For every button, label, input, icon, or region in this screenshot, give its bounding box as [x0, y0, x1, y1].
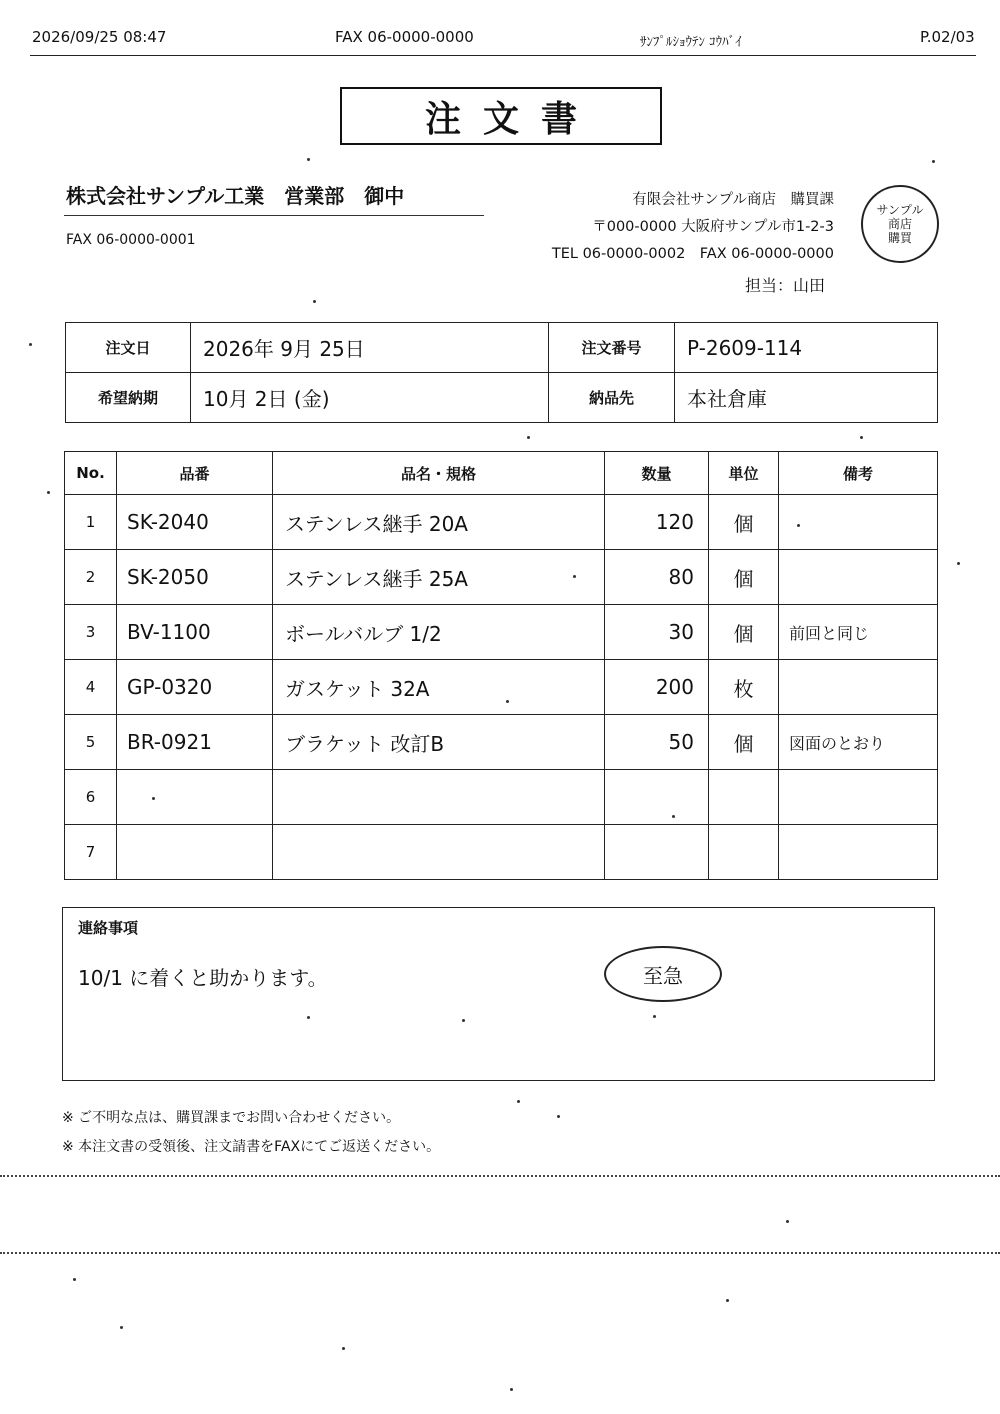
- row-unit: 枚: [709, 660, 779, 715]
- stamp-line-1: サンプル: [876, 203, 924, 217]
- fax-speck: [29, 343, 32, 346]
- order-no-value: P-2609-114: [675, 323, 938, 373]
- sender-address: 〒000-0000 大阪府サンプル市1-2-3: [592, 219, 834, 235]
- memo-box: [62, 907, 935, 1081]
- sender-contact: TEL 06-0000-0002 FAX 06-0000-0000: [551, 246, 834, 262]
- fax-speck: [932, 160, 935, 163]
- fax-noise-line: [0, 1252, 1000, 1254]
- fax-speck: [797, 524, 800, 527]
- table-row: [65, 715, 938, 770]
- fax-page: P.02/03: [920, 28, 975, 46]
- header-divider: [30, 55, 976, 56]
- row-code: GP-0320: [117, 660, 273, 715]
- document-title: 注文書: [424, 98, 599, 140]
- row-note: [779, 660, 938, 715]
- fax-speck: [726, 1299, 729, 1302]
- row-qty: [605, 770, 709, 825]
- row-no: 4: [65, 660, 117, 715]
- table-row: [65, 550, 938, 605]
- row-code: BR-0921: [117, 715, 273, 770]
- fax-speck: [120, 1326, 123, 1329]
- table-row: [65, 825, 938, 880]
- sender-person: 担当：山田: [745, 276, 826, 295]
- row-unit: [709, 825, 779, 880]
- fax-speck: [313, 300, 316, 303]
- table-row: [65, 495, 938, 550]
- row-name: ステンレス継手 25A: [273, 550, 605, 605]
- items-table: [64, 451, 938, 880]
- fax-number: FAX 06-0000-0000: [335, 28, 474, 46]
- fax-speck: [307, 1016, 310, 1019]
- row-no: 1: [65, 495, 117, 550]
- delivery-place-label: 納品先: [549, 373, 675, 423]
- table-row: [65, 770, 938, 825]
- table-row: [65, 605, 938, 660]
- table-row: [65, 660, 938, 715]
- col-header-no: No.: [65, 452, 117, 495]
- row-no: 2: [65, 550, 117, 605]
- fax-speck: [462, 1019, 465, 1022]
- row-note: [779, 495, 938, 550]
- fax-speck: [557, 1115, 560, 1118]
- fax-speck: [307, 158, 310, 161]
- fax-speck: [152, 797, 155, 800]
- row-unit: 個: [709, 495, 779, 550]
- fax-speck: [653, 1015, 656, 1018]
- row-note: [779, 550, 938, 605]
- row-code: [117, 770, 273, 825]
- stamp-line-3: 購買: [887, 231, 912, 245]
- col-header-name: 品名・規格: [273, 452, 605, 495]
- row-code: SK-2050: [117, 550, 273, 605]
- row-note: [779, 825, 938, 880]
- order-date-value: 2026年 9月 25日: [191, 323, 549, 373]
- stamp-line-2: 商店: [887, 217, 912, 231]
- row-unit: 個: [709, 605, 779, 660]
- row-note: 前回と同じ: [779, 605, 938, 660]
- row-qty: 120: [605, 495, 709, 550]
- row-code: BV-1100: [117, 605, 273, 660]
- footnote-1: ※ ご不明な点は、購買課までお問い合わせください。: [62, 1110, 401, 1126]
- row-note: 図面のとおり: [779, 715, 938, 770]
- footnote-2: ※ 本注文書の受領後、注文請書をFAXにてご返送ください。: [62, 1139, 441, 1155]
- row-name: ステンレス継手 20A: [273, 495, 605, 550]
- sender-company: 有限会社サンプル商店 購買課: [632, 192, 834, 208]
- delivery-place-value: 本社倉庫: [675, 373, 938, 423]
- row-qty: 50: [605, 715, 709, 770]
- document-title-box: [340, 87, 662, 145]
- row-qty: [605, 825, 709, 880]
- row-name: ブラケット 改訂B: [273, 715, 605, 770]
- col-header-note: 備考: [779, 452, 938, 495]
- items-header-row: [65, 452, 938, 495]
- urgent-mark: [604, 946, 722, 1002]
- order-no-label: 注文番号: [549, 323, 675, 373]
- fax-speck: [73, 1278, 76, 1281]
- company-stamp: [861, 185, 939, 263]
- row-no: 6: [65, 770, 117, 825]
- row-name: [273, 825, 605, 880]
- row-no: 3: [65, 605, 117, 660]
- fax-speck: [517, 1100, 520, 1103]
- recipient-underline: [64, 215, 484, 216]
- row-qty: 80: [605, 550, 709, 605]
- row-code: [117, 825, 273, 880]
- fax-speck: [47, 491, 50, 494]
- row-note: [779, 770, 938, 825]
- col-header-code: 品番: [117, 452, 273, 495]
- row-qty: 200: [605, 660, 709, 715]
- row-qty: 30: [605, 605, 709, 660]
- order-date-label: 注文日: [66, 323, 191, 373]
- row-unit: 個: [709, 550, 779, 605]
- fax-speck: [510, 1388, 513, 1391]
- fax-speck: [573, 575, 576, 578]
- urgent-text: 至急: [643, 963, 683, 988]
- order-info-table: [65, 322, 938, 423]
- fax-noise-line: [0, 1175, 1000, 1177]
- fax-speck: [672, 815, 675, 818]
- fax-sender-kana: ｻﾝﾌﾟﾙｼｮｳﾃﾝ ｺｳﾊﾞｲ: [640, 35, 742, 50]
- row-name: [273, 770, 605, 825]
- col-header-unit: 単位: [709, 452, 779, 495]
- col-header-qty: 数量: [605, 452, 709, 495]
- fax-speck: [957, 562, 960, 565]
- delivery-date-label: 希望納期: [66, 373, 191, 423]
- memo-text: 10/1 に着くと助かります。: [78, 966, 328, 990]
- fax-speck: [527, 436, 530, 439]
- row-no: 5: [65, 715, 117, 770]
- row-name: ボールバルブ 1/2: [273, 605, 605, 660]
- recipient-fax: FAX 06-0000-0001: [66, 232, 196, 248]
- row-unit: 個: [709, 715, 779, 770]
- row-unit: [709, 770, 779, 825]
- row-code: SK-2040: [117, 495, 273, 550]
- fax-speck: [342, 1347, 345, 1350]
- memo-label: 連絡事項: [78, 919, 139, 937]
- fax-speck: [506, 700, 509, 703]
- delivery-date-value: 10月 2日 (金): [191, 373, 549, 423]
- fax-speck: [860, 436, 863, 439]
- fax-speck: [786, 1220, 789, 1223]
- row-name: ガスケット 32A: [273, 660, 605, 715]
- recipient-name: 株式会社サンプル工業 営業部 御中: [66, 184, 405, 208]
- row-no: 7: [65, 825, 117, 880]
- fax-datetime: 2026/09/25 08:47: [32, 28, 167, 46]
